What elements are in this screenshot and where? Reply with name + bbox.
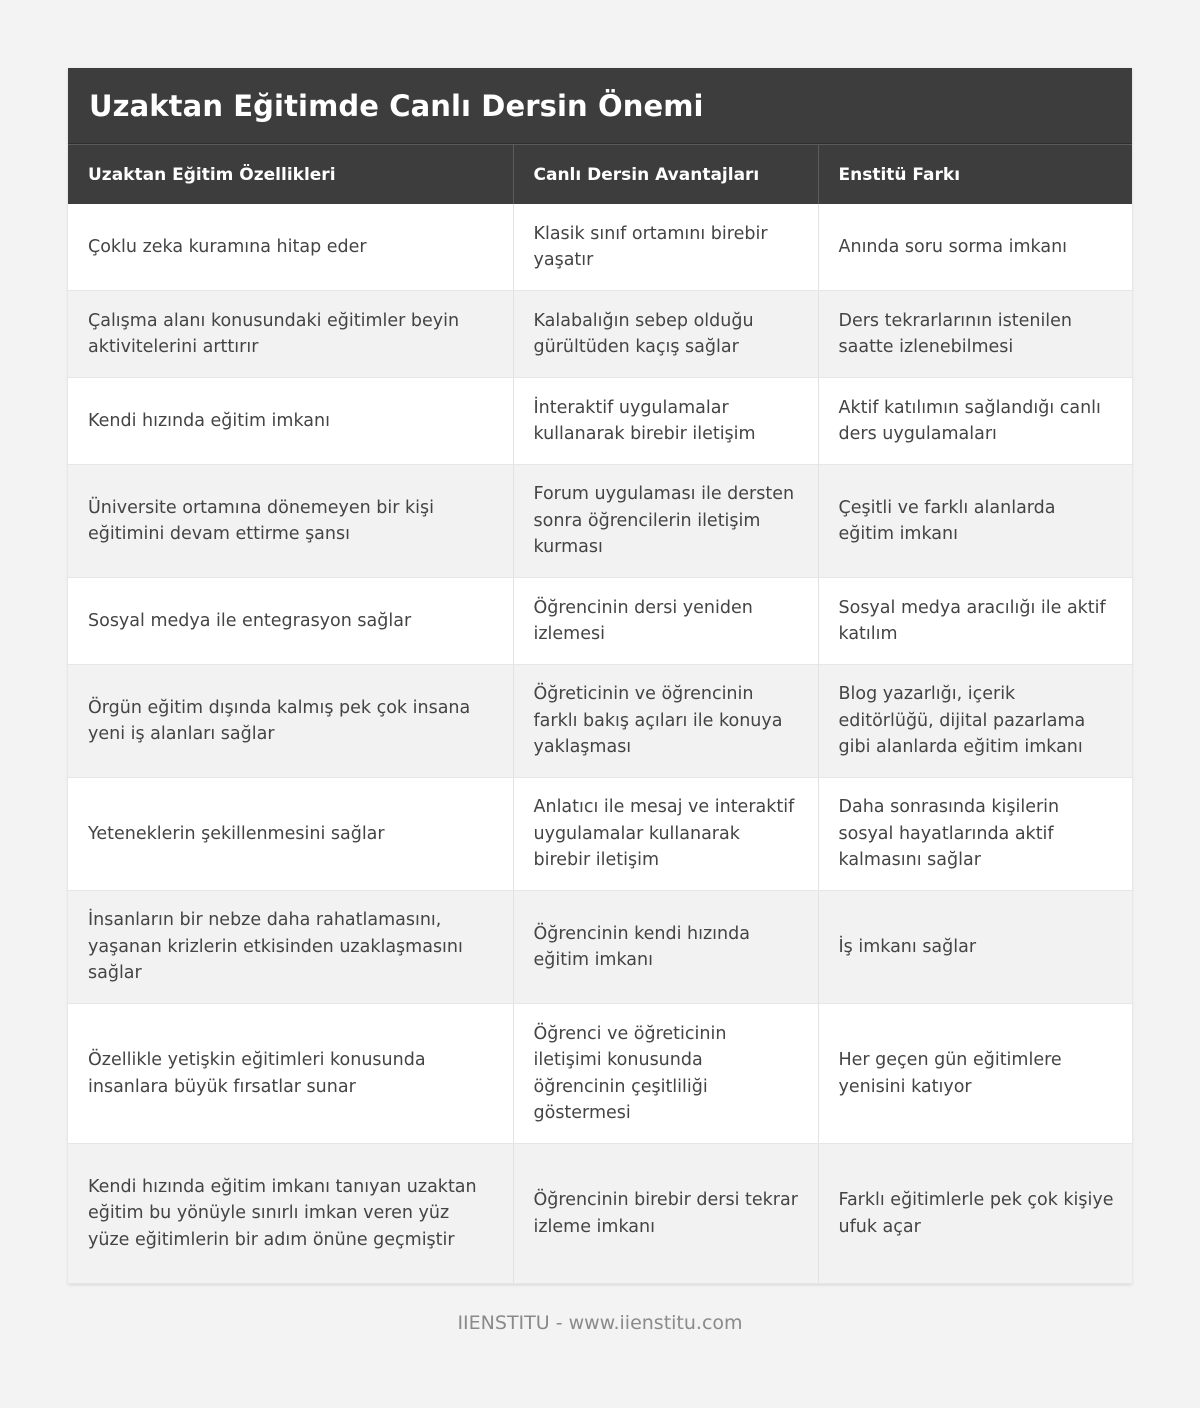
header-row bbox=[68, 145, 1132, 205]
table-row bbox=[68, 578, 1132, 665]
table-cell: İnsanların bir nebze daha rahatlamasını, yaşanan krizlerin etkisinden uzaklaşmasını sağlar bbox=[68, 891, 513, 1004]
table-card bbox=[68, 68, 1132, 1284]
table-cell: Farklı eğitimlerle pek çok kişiye ufuk açar bbox=[818, 1144, 1132, 1284]
table-cell: Daha sonrasında kişilerin sosyal hayatlarında aktif kalmasını sağlar bbox=[818, 778, 1132, 891]
table-row bbox=[68, 1144, 1132, 1284]
table-cell: Kalabalığın sebep olduğu gürültüden kaçış sağlar bbox=[513, 291, 818, 378]
table-row bbox=[68, 778, 1132, 891]
table-cell: Üniversite ortamına dönemeyen bir kişi eğitimini devam ettirme şansı bbox=[68, 465, 513, 578]
table-row bbox=[68, 665, 1132, 778]
table-cell: Yeteneklerin şekillenmesini sağlar bbox=[68, 778, 513, 891]
table-cell: İş imkanı sağlar bbox=[818, 891, 1132, 1004]
table-cell: Sosyal medya ile entegrasyon sağlar bbox=[68, 578, 513, 665]
title-bar bbox=[68, 68, 1132, 144]
table-row bbox=[68, 1004, 1132, 1144]
table-cell: Öğrenci ve öğreticinin iletişimi konusunda öğrencinin çeşitliliği göstermesi bbox=[513, 1004, 818, 1144]
table-row bbox=[68, 291, 1132, 378]
column-header: Canlı Dersin Avantajları bbox=[513, 145, 818, 205]
table-cell: İnteraktif uygulamalar kullanarak birebir iletişim bbox=[513, 378, 818, 465]
table-cell: Öğreticinin ve öğrencinin farklı bakış açıları ile konuya yaklaşması bbox=[513, 665, 818, 778]
table-row bbox=[68, 204, 1132, 291]
table-cell: Blog yazarlığı, içerik editörlüğü, dijital pazarlama gibi alanlarda eğitim imkanı bbox=[818, 665, 1132, 778]
column-header: Enstitü Farkı bbox=[818, 145, 1132, 205]
table-cell: Klasik sınıf ortamını birebir yaşatır bbox=[513, 204, 818, 291]
table-cell: Her geçen gün eğitimlere yenisini katıyor bbox=[818, 1004, 1132, 1144]
column-header: Uzaktan Eğitim Özellikleri bbox=[68, 145, 513, 205]
table-cell: Öğrencinin birebir dersi tekrar izleme imkanı bbox=[513, 1144, 818, 1284]
table-cell: Çoklu zeka kuramına hitap eder bbox=[68, 204, 513, 291]
table-row bbox=[68, 891, 1132, 1004]
table-cell: Özellikle yetişkin eğitimleri konusunda insanlara büyük fırsatlar sunar bbox=[68, 1004, 513, 1144]
table-cell: Öğrencinin dersi yeniden izlemesi bbox=[513, 578, 818, 665]
table-cell: Çeşitli ve farklı alanlarda eğitim imkanı bbox=[818, 465, 1132, 578]
table-cell: Anlatıcı ile mesaj ve interaktif uygulamalar kullanarak birebir iletişim bbox=[513, 778, 818, 891]
table-cell: Anında soru sorma imkanı bbox=[818, 204, 1132, 291]
table-cell: Forum uygulaması ile dersten sonra öğrencilerin iletişim kurması bbox=[513, 465, 818, 578]
table-cell: Aktif katılımın sağlandığı canlı ders uygulamaları bbox=[818, 378, 1132, 465]
table-cell: Örgün eğitim dışında kalmış pek çok insana yeni iş alanları sağlar bbox=[68, 665, 513, 778]
comparison-table bbox=[68, 144, 1132, 1284]
table-cell: Çalışma alanı konusundaki eğitimler beyin aktivitelerini arttırır bbox=[68, 291, 513, 378]
table-cell: Öğrencinin kendi hızında eğitim imkanı bbox=[513, 891, 818, 1004]
table-cell: Kendi hızında eğitim imkanı bbox=[68, 378, 513, 465]
footer-credit: IIENSTITU - www.iienstitu.com bbox=[457, 1312, 743, 1334]
table-title: Uzaktan Eğitimde Canlı Dersin Önemi bbox=[89, 88, 704, 123]
table-cell: Ders tekrarlarının istenilen saatte izlenebilmesi bbox=[818, 291, 1132, 378]
table-row bbox=[68, 465, 1132, 578]
table-cell: Kendi hızında eğitim imkanı tanıyan uzaktan eğitim bu yönüyle sınırlı imkan veren yüz yüze eğitimlerin bir adım önüne geçmiştir bbox=[68, 1144, 513, 1284]
table-row bbox=[68, 378, 1132, 465]
table-cell: Sosyal medya aracılığı ile aktif katılım bbox=[818, 578, 1132, 665]
